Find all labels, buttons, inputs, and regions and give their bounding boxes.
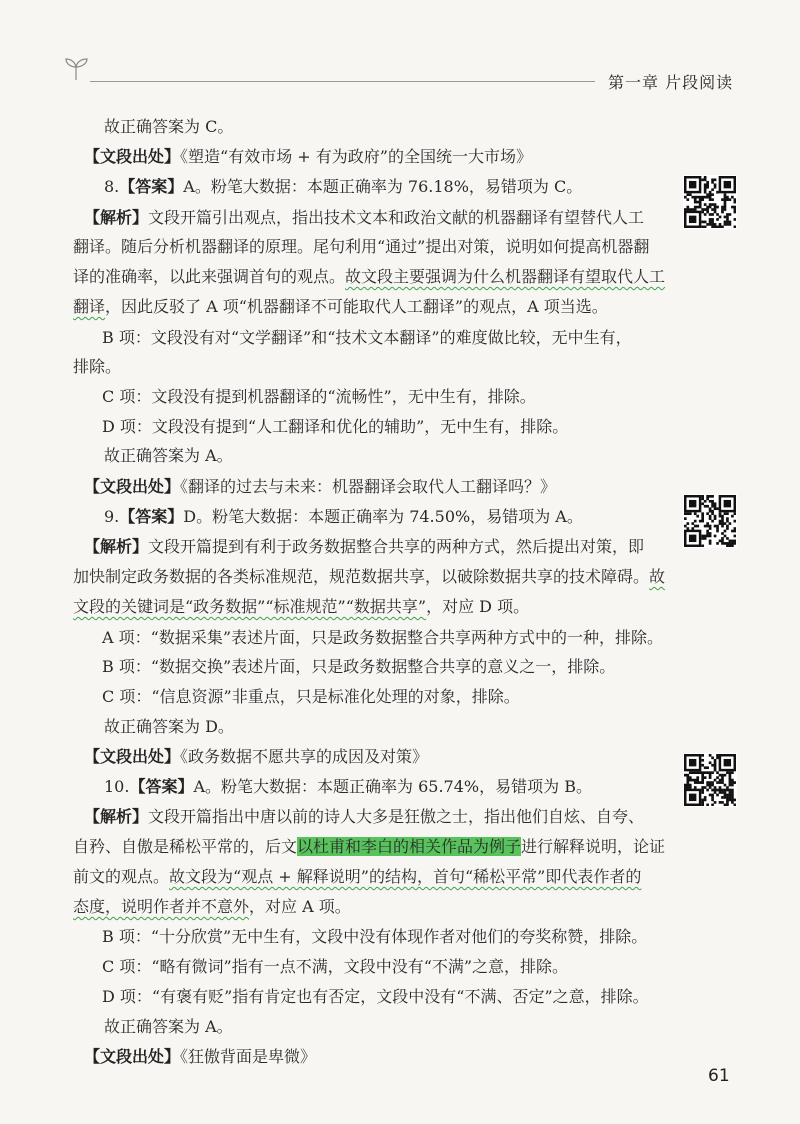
source-tag: 【文段出处】 <box>84 1047 181 1066</box>
option-analysis: 排除。 <box>73 357 122 376</box>
source-title: 《塑造“有效市场 + 有为政府”的全国统一大市场》 <box>180 147 532 166</box>
option-analysis: C 项：“略有微词”指有一点不满，文段中没有“不满”之意，排除。 <box>102 957 569 976</box>
analysis-text: ，因此反驳了 A 项“机器翻译不可能取代人工翻译”的观点，A 项当选。 <box>105 297 608 316</box>
text-line <box>0 866 800 888</box>
text-line <box>0 746 800 768</box>
header-rule <box>90 81 595 82</box>
analysis-text: ，对应 A 项。 <box>249 897 351 916</box>
analysis-tag: 【解析】 <box>84 208 149 227</box>
text-line <box>0 146 800 168</box>
key-sentence: 故文段为“观点 + 解释说明”的结构，首句“稀松平常”即代表作者的 <box>169 867 642 886</box>
option-analysis: D 项：文段没有提到“人工翻译和优化的辅助”，无中生有，排除。 <box>102 417 569 436</box>
text-line <box>0 536 800 558</box>
text-line <box>0 986 800 1008</box>
analysis-text: 前文的观点。 <box>73 867 170 886</box>
text-line <box>0 296 800 318</box>
answer-tag: 【答案】 <box>119 177 184 196</box>
answer-conclusion: 故正确答案为 D。 <box>104 717 234 736</box>
key-sentence: 翻译 <box>73 297 106 316</box>
question-number: 10. <box>104 777 130 796</box>
text-line <box>0 476 800 498</box>
text-line <box>0 896 800 918</box>
analysis-text: ，对应 D 项。 <box>426 597 530 616</box>
text-line <box>0 806 800 828</box>
analysis-text: 文段开篇提到有利于政务数据整合共享的两种方式，然后提出对策，即 <box>148 537 645 556</box>
section-title: 片段阅读 <box>665 73 734 92</box>
text-line <box>0 627 800 649</box>
answer-text: A。粉笔大数据：本题正确率为 76.18%，易错项为 C。 <box>183 177 583 196</box>
source-title: 《狂傲背面是卑微》 <box>180 1047 317 1066</box>
option-analysis: C 项：文段没有提到机器翻译的“流畅性”，无中生有，排除。 <box>102 387 536 406</box>
sprout-icon <box>62 54 92 84</box>
text-line <box>0 596 800 618</box>
page-header <box>0 52 800 92</box>
option-analysis: B 项：“数据交换”表述片面，只是政务数据整合共享的意义之一，排除。 <box>102 657 616 676</box>
answer-text: D。粉笔大数据：本题正确率为 74.50%，易错项为 A。 <box>183 507 583 526</box>
analysis-tag: 【解析】 <box>84 537 149 556</box>
analysis-tag: 【解析】 <box>84 807 149 826</box>
analysis-text: 翻译。随后分析机器翻译的原理。尾句利用“通过”提出对策，说明如何提高机器翻 <box>73 237 650 256</box>
text-line <box>0 266 800 288</box>
key-sentence: 故文段主要强调为什么机器翻译有望取代人工 <box>345 267 666 286</box>
text-line <box>0 416 800 438</box>
answer-conclusion: 故正确答案为 A。 <box>104 1017 233 1036</box>
source-tag: 【文段出处】 <box>84 147 181 166</box>
source-title: 《翻译的过去与未来：机器翻译会取代人工翻译吗？》 <box>180 477 557 496</box>
analysis-text: 进行解释说明，论证 <box>521 837 666 856</box>
source-tag: 【文段出处】 <box>84 477 181 496</box>
text-line <box>0 506 800 528</box>
text-line <box>0 836 800 858</box>
option-analysis: B 项：文段没有对“文学翻译”和“技术文本翻译”的难度做比较，无中生有， <box>102 328 632 347</box>
text-line <box>0 686 800 708</box>
option-analysis: C 项：“信息资源”非重点，只是标准化处理的对象，排除。 <box>102 687 520 706</box>
key-sentence: 文段的关键词是“政务数据”“标准规范”“数据共享” <box>73 597 427 616</box>
key-sentence: 态度，说明作者并不意外 <box>73 897 250 916</box>
text-line <box>0 176 800 198</box>
option-analysis: A 项：“数据采集”表述片面，只是政务数据整合共享两种方式中的一种，排除。 <box>102 628 664 647</box>
analysis-text: 译的准确率，以此来强调首句的观点。 <box>73 267 346 286</box>
analysis-text: 自矜、自傲是稀松平常的，后文 <box>73 837 298 856</box>
source-tag: 【文段出处】 <box>84 747 181 766</box>
analysis-text: 加快制定政务数据的各类标准规范，规范数据共享，以破除数据共享的技术障碍。 <box>73 567 650 586</box>
text-line <box>0 956 800 978</box>
option-analysis: B 项：“十分欣赏”无中生有，文段中没有体现作者对他们的夸奖称赞，排除。 <box>102 927 648 946</box>
answer-conclusion: 故正确答案为 A。 <box>104 446 233 465</box>
text-line <box>0 116 800 138</box>
page-number: 61 <box>708 1066 730 1086</box>
question-number: 9. <box>104 507 120 526</box>
option-analysis: D 项：“有褒有贬”指有肯定也有否定，文段中没有“不满、否定”之意，排除。 <box>102 987 649 1006</box>
question-number: 8. <box>104 177 120 196</box>
chapter-number: 第一章 <box>608 73 660 92</box>
highlighted-text: 以杜甫和李白的相关作品为例子 <box>297 837 522 856</box>
text-line <box>0 327 800 349</box>
text-line <box>0 1046 800 1068</box>
text-line <box>0 776 800 798</box>
answer-text: A。粉笔大数据：本题正确率为 65.74%，易错项为 B。 <box>193 777 592 796</box>
chapter-title <box>608 70 733 93</box>
text-line <box>0 926 800 948</box>
analysis-text: 文段开篇引出观点，指出技术文本和政治文献的机器翻译有望替代人工 <box>148 208 645 227</box>
text-line <box>0 566 800 588</box>
text-line <box>0 386 800 408</box>
text-line <box>0 236 800 258</box>
text-line <box>0 445 800 467</box>
answer-tag: 【答案】 <box>119 507 184 526</box>
answer-tag: 【答案】 <box>129 777 194 796</box>
key-sentence: 故 <box>649 567 666 586</box>
text-line <box>0 207 800 229</box>
source-title: 《政务数据不愿共享的成因及对策》 <box>180 747 429 766</box>
text-line <box>0 656 800 678</box>
analysis-text: 文段开篇指出中唐以前的诗人大多是狂傲之士，指出他们自炫、自夸、 <box>148 807 645 826</box>
text-line <box>0 356 800 378</box>
text-line <box>0 1016 800 1038</box>
answer-conclusion: 故正确答案为 C。 <box>104 117 234 136</box>
text-line <box>0 716 800 738</box>
